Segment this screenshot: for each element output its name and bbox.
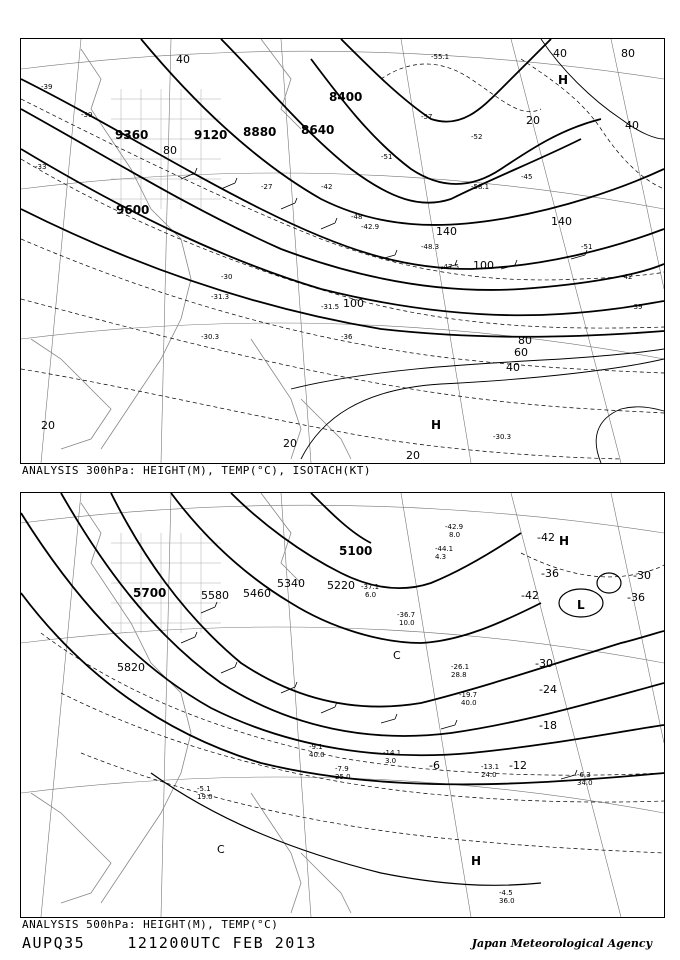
station-temp: -4.5 [499,889,513,897]
isotach-label: 140 [551,215,572,228]
station-temp: -14.1 [383,749,402,757]
temp-label: -42 [621,273,633,281]
height-label: 5700 [133,586,167,600]
temp-label: -58.1 [471,183,490,191]
isotach-label: 100 [473,259,494,272]
isotherm-label: -36 [541,567,559,580]
isotach-label: 140 [436,225,457,238]
height-label: 8640 [301,123,335,137]
station-temp: -13.1 [481,763,500,771]
chart-code: AUPQ35 [22,934,86,952]
isotach-label: 80 [163,144,177,157]
cold-center-label: C [393,649,401,662]
isotherm-label: -30 [535,657,553,670]
temp-label: -48 [351,213,363,221]
station-temp: -6.3 [577,771,591,779]
isotherm-label: -18 [539,719,557,732]
isotherm-label: -42 [537,531,555,544]
map-300hpa [20,38,665,464]
station-temp: -19.7 [459,691,478,699]
isotach-label: 20 [41,419,55,432]
isotach-label: 20 [406,449,420,462]
isotach-label: 80 [518,334,532,347]
temp-label: -31.5 [321,303,340,311]
isotach-label: 80 [621,47,635,60]
isotach-label: 40 [506,361,520,374]
station-dewpoint: 24.0 [481,771,497,779]
wind-barbs [181,602,577,779]
coastline [31,39,351,459]
chart-identifier [22,934,317,952]
height-label: 5220 [327,579,355,592]
station-dewpoint: 40.0 [461,699,477,707]
isotherm-label: -6 [429,759,440,772]
height-label: 5340 [277,577,305,590]
high-pressure-label: H [558,73,569,87]
height-label: 5460 [243,587,271,600]
temp-label: -36 [341,333,353,341]
temp-label: -30.3 [493,433,512,441]
height-label: 9120 [194,128,228,142]
station-dewpoint: 28.8 [451,671,467,679]
station-dewpoint: 10.0 [399,619,415,627]
station-temp: -42.9 [445,523,464,531]
temp-label: -31.3 [211,293,230,301]
height-label: 5100 [339,544,373,558]
isotherm-label: -24 [539,683,557,696]
isotach-label: 40 [625,119,639,132]
temp-label: -39 [81,111,93,119]
station-dewpoint: 6.0 [365,591,377,599]
station-temp: -37.1 [361,583,380,591]
height-labels [117,544,372,674]
isotach-label: 20 [283,437,297,450]
isotherm-label: -12 [509,759,527,772]
high-pressure-label: H [431,418,442,432]
temp-label: -39 [631,303,643,311]
agency-name: Japan Meteorological Agency [471,937,652,950]
isotach-label: 40 [553,47,567,60]
temp-label: -47.5 [441,263,460,271]
map-500hpa [20,492,665,918]
temp-label: -48.3 [421,243,440,251]
station-dewpoint: 40.0 [309,751,325,759]
isotherm-label: -36 [627,591,645,604]
station-temp: -36.7 [397,611,416,619]
caption-500hpa: ANALYSIS 500hPa: HEIGHT(M), TEMP(°C) [22,918,279,931]
station-dewpoint: 25.0 [335,773,351,781]
height-label: 8400 [329,90,363,104]
height-label: 8880 [243,125,277,139]
station-temp: -9.1 [309,743,323,751]
temp-label: -52 [471,133,483,141]
high-pressure-label: H [471,854,482,868]
temp-label: -33 [35,163,47,171]
map-500hpa-canvas [21,493,664,917]
height-label: 5820 [117,661,145,674]
temp-label: -42.9 [361,223,380,231]
wind-barbs [181,168,587,269]
isotherm-labels [429,531,651,772]
height-label: 9360 [115,128,149,142]
station-dewpoint: 8.0 [449,531,461,539]
isotherm-label: -30 [633,569,651,582]
isotach-label: 60 [514,346,528,359]
temp-label: -30.3 [201,333,220,341]
height-label: 5580 [201,589,229,602]
temp-label: -30 [221,273,233,281]
isotach-labels [41,47,639,462]
station-dewpoint: 3.0 [385,757,397,765]
station-temp: -26.1 [451,663,470,671]
isotach-label: 40 [176,53,190,66]
valid-time: 121200UTC FEB 2013 [127,934,317,952]
temp-labels [35,53,642,441]
map-300hpa-canvas [21,39,664,463]
high-pressure-label: H [559,534,570,548]
temp-label: -39 [41,83,53,91]
temp-label: -51 [381,153,393,161]
height-label: 9600 [116,203,150,217]
isotherm-label: -42 [521,589,539,602]
isotach-label: 100 [343,297,364,310]
station-dewpoint: 34.0 [577,779,593,787]
temp-label: -57 [421,113,433,121]
temp-label: -51 [581,243,593,251]
station-temp: -7.9 [335,765,349,773]
temp-label: -45 [521,173,533,181]
station-temp: -44.1 [435,545,454,553]
temp-label: -42 [321,183,333,191]
station-dewpoint: 36.0 [499,897,515,905]
temp-label: -27 [261,183,273,191]
cold-center-label: C [217,843,225,856]
temp-label: -55.1 [431,53,450,61]
low-pressure-label: L [577,598,585,612]
caption-300hpa: ANALYSIS 300hPa: HEIGHT(M), TEMP(°C), ISOTACH(KT) [22,464,372,477]
station-dewpoint: 4.3 [435,553,447,561]
isotach-label: 20 [526,114,540,127]
station-dewpoint: 19.0 [197,793,213,801]
station-temp: -5.1 [197,785,211,793]
